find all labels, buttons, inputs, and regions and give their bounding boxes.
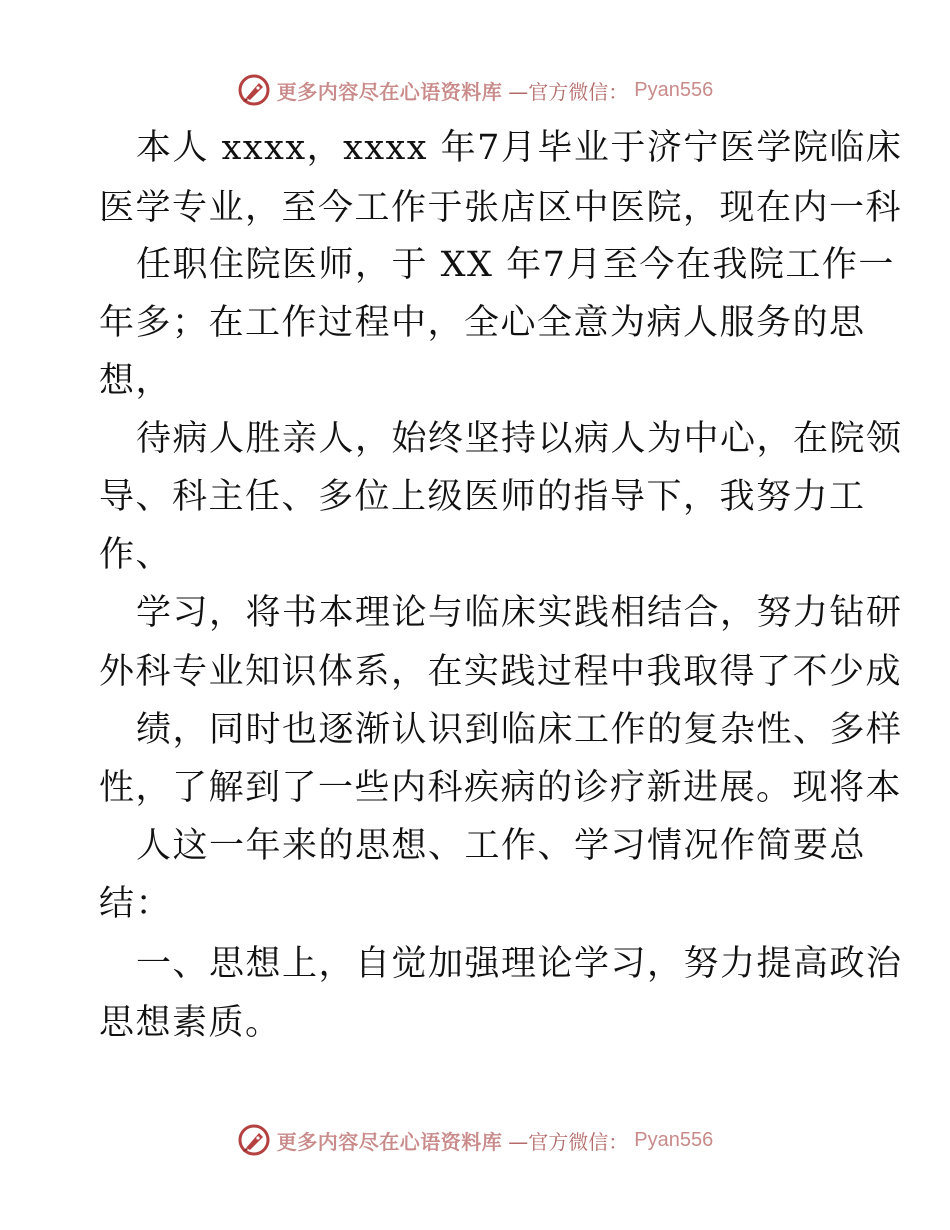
body-line: 性，了解到了一些内科疾病的诊疗新进展。现将本 [99,768,903,808]
body-line: 学习，将书本理论与临床实践相结合，努力钻研 [136,593,903,633]
body-line: 外科专业知识体系，在实践过程中我取得了不少成 [99,652,903,692]
watermark-separator-text: —官方微信： [508,1129,629,1154]
pen-nib-logo-icon [237,73,271,107]
pen-nib-logo-icon [237,1123,271,1157]
body-line: 导、科主任、多位上级医师的指导下，我努力工 [99,477,866,517]
body-line: 人这一年来的思想、工作、学习情况作简要总 [136,826,867,866]
header-watermark [0,70,950,110]
footer-watermark [0,1120,950,1160]
watermark-separator-text: —官方微信： [508,79,629,104]
body-line: 作、 [99,535,173,575]
body-line: 思想素质。 [99,1003,282,1043]
body-line: 年多；在工作过程中，全心全意为病人服务的思 [99,303,866,343]
body-line: 结： [99,884,173,924]
body-line: 任职住院医师，于 XX 年7月至今在我院工作一 [136,245,895,285]
body-line: 医学专业，至今工作于张店区中医院，现在内一科 [99,188,903,228]
body-line: 待病人胜亲人，始终坚持以病人为中心，在院领 [136,419,903,459]
body-line: 绩，同时也逐渐认识到临床工作的复杂性、多样 [136,710,903,750]
watermark-wechat-id: Pyan556 [634,1128,714,1151]
watermark-main-text: 更多内容尽在心语资料库 [276,1129,503,1154]
watermark-main-text: 更多内容尽在心语资料库 [276,79,503,104]
body-line: 一、思想上，自觉加强理论学习，努力提高政治 [136,944,903,984]
watermark-wechat-id: Pyan556 [634,78,714,101]
body-line: 想， [99,361,173,401]
body-line: 本人 xxxx，xxxx 年7月毕业于济宁医学院临床 [136,128,903,168]
